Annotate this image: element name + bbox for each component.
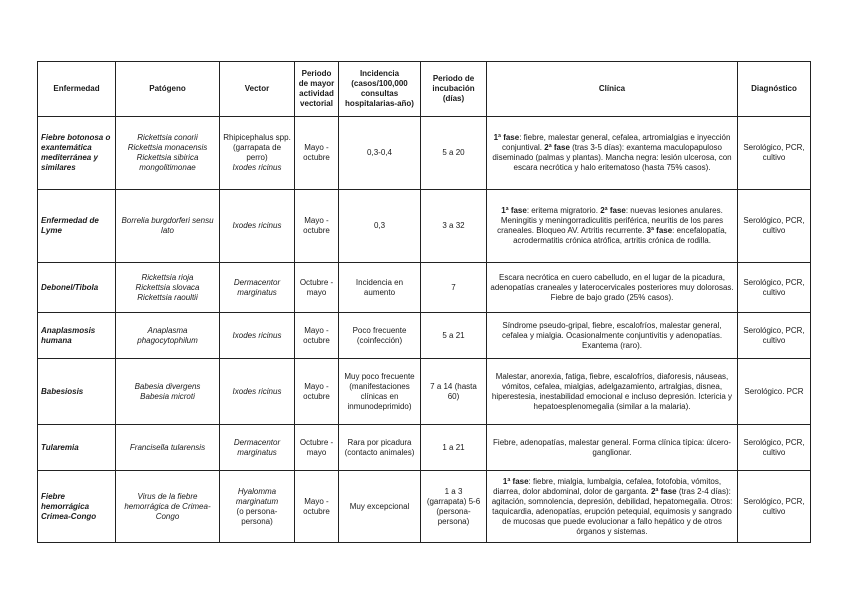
table-row bbox=[38, 117, 811, 190]
period-cell: Mayo - octubre bbox=[295, 190, 339, 263]
incidence-cell: Incidencia en aumento bbox=[339, 263, 421, 313]
table-row bbox=[38, 313, 811, 359]
clinic-cell: 1ª fase: fiebre, mialgia, lumbalgia, cefalea, fotofobia, vómitos, diarrea, dolor abdominal, dolor de garganta. 2ª fase (tras 2-4 días): agitación, somnolencia, depresión, debilidad, hepatomegalia. Otros: taquicardia, adenopatías, erupción petequial, equimosis y sangrado de mucosas que puede evolucionar a fallo hepático y de otros órganos y sistemas. bbox=[487, 471, 738, 543]
incubation-cell: 1 a 3 (garrapata) 5-6 (persona-persona) bbox=[421, 471, 487, 543]
vector-cell: Dermacentor marginatus bbox=[220, 425, 295, 471]
incubation-cell: 5 a 21 bbox=[421, 313, 487, 359]
header-pathogen: Patógeno bbox=[116, 62, 220, 117]
header-disease: Enfermedad bbox=[38, 62, 116, 117]
disease-cell: Debonel/Tibola bbox=[38, 263, 116, 313]
incidence-cell: Rara por picadura (contacto animales) bbox=[339, 425, 421, 471]
header-diagnosis: Diagnóstico bbox=[738, 62, 811, 117]
diagnosis-cell: Serológico, PCR, cultivo bbox=[738, 263, 811, 313]
pathogen-cell: Babesia divergens Babesia microti bbox=[116, 359, 220, 425]
header-clinic: Clínica bbox=[487, 62, 738, 117]
incubation-cell: 3 a 32 bbox=[421, 190, 487, 263]
incubation-cell: 1 a 21 bbox=[421, 425, 487, 471]
pathogen-cell: Borrelia burgdorferi sensu lato bbox=[116, 190, 220, 263]
period-cell: Octubre - mayo bbox=[295, 425, 339, 471]
pathogen-cell: Rickettsia rioja Rickettsia slovaca Rickettsia raoultii bbox=[116, 263, 220, 313]
clinic-cell: Escara necrótica en cuero cabelludo, en el lugar de la picadura, adenopatías craneales y laterocervicales posteriores muy dolorosas. Fiebre de bajo grado (25% casos). bbox=[487, 263, 738, 313]
clinic-cell: Síndrome pseudo-gripal, fiebre, escalofríos, malestar general, cefalea y mialgia. Ocasionalmente conjuntivitis y adenopatías. Exantema (raro). bbox=[487, 313, 738, 359]
disease-cell: Anaplasmosis humana bbox=[38, 313, 116, 359]
diagnosis-cell: Serológico, PCR, cultivo bbox=[738, 425, 811, 471]
period-cell: Mayo - octubre bbox=[295, 117, 339, 190]
header-vector: Vector bbox=[220, 62, 295, 117]
incubation-cell: 7 a 14 (hasta 60) bbox=[421, 359, 487, 425]
disease-cell: Fiebre botonosa o exantemática mediterránea y similares bbox=[38, 117, 116, 190]
header-incidence: Incidencia (casos/100,000 consultas hospitalarias-año) bbox=[339, 62, 421, 117]
vector-cell: Rhipicephalus spp. (garrapata de perro) Ixodes ricinus bbox=[220, 117, 295, 190]
vector-cell: Dermacentor marginatus bbox=[220, 263, 295, 313]
vector-cell: Ixodes ricinus bbox=[220, 359, 295, 425]
header-incubation: Periodo de incubación (días) bbox=[421, 62, 487, 117]
diagnosis-cell: Serológico. PCR bbox=[738, 359, 811, 425]
vector-cell: Ixodes ricinus bbox=[220, 190, 295, 263]
diagnosis-cell: Serológico, PCR, cultivo bbox=[738, 471, 811, 543]
clinic-cell: 1ª fase: fiebre, malestar general, cefalea, artromialgias e inyección conjuntival. 2ª fase (tras 3-5 días): exantema maculopapuloso diseminado (palmas y plantas). Mancha negra: lesión ulcerosa, con escara necrótica y halo eritematoso (hasta 75% casos). bbox=[487, 117, 738, 190]
table-row bbox=[38, 359, 811, 425]
diagnosis-cell: Serológico, PCR, cultivo bbox=[738, 117, 811, 190]
disease-cell: Fiebre hemorrágica Crimea-Congo bbox=[38, 471, 116, 543]
period-cell: Mayo - octubre bbox=[295, 471, 339, 543]
pathogen-cell: Anaplasma phagocytophilum bbox=[116, 313, 220, 359]
disease-cell: Enfermedad de Lyme bbox=[38, 190, 116, 263]
table-row bbox=[38, 263, 811, 313]
pathogen-cell: Virus de la fiebre hemorrágica de Crimea-Congo bbox=[116, 471, 220, 543]
diagnosis-cell: Serológico, PCR, cultivo bbox=[738, 313, 811, 359]
vector-cell: Ixodes ricinus bbox=[220, 313, 295, 359]
incidence-cell: 0,3-0,4 bbox=[339, 117, 421, 190]
header-row bbox=[38, 62, 811, 117]
period-cell: Octubre - mayo bbox=[295, 263, 339, 313]
incidence-cell: Muy excepcional bbox=[339, 471, 421, 543]
header-period: Periodo de mayor actividad vectorial bbox=[295, 62, 339, 117]
incubation-cell: 7 bbox=[421, 263, 487, 313]
clinic-cell: Fiebre, adenopatías, malestar general. Forma clínica típica: úlcero-ganglionar. bbox=[487, 425, 738, 471]
pathogen-cell: Francisella tularensis bbox=[116, 425, 220, 471]
table-row bbox=[38, 425, 811, 471]
incidence-cell: Muy poco frecuente (manifestaciones clínicas en inmunodeprimido) bbox=[339, 359, 421, 425]
disease-cell: Babesiosis bbox=[38, 359, 116, 425]
table-row bbox=[38, 190, 811, 263]
incidence-cell: 0,3 bbox=[339, 190, 421, 263]
incidence-cell: Poco frecuente (coinfección) bbox=[339, 313, 421, 359]
clinic-cell: 1ª fase: eritema migratorio. 2ª fase: nuevas lesiones anulares. Meningitis y meningorradiculitis periférica, neuritis de los pares craneales. Bloqueo AV. Artritis recurrente. 3ª fase: encefalopatía, acrodermatitis crónica atrófica, artritis crónica de rodilla. bbox=[487, 190, 738, 263]
pathogen-cell: Rickettsia conorii Rickettsia monacensis Rickettsia sibirica mongolitimonae bbox=[116, 117, 220, 190]
period-cell: Mayo - octubre bbox=[295, 359, 339, 425]
vector-cell: Hyalomma marginatum (o persona-persona) bbox=[220, 471, 295, 543]
period-cell: Mayo - octubre bbox=[295, 313, 339, 359]
tick-diseases-table bbox=[37, 61, 811, 543]
clinic-cell: Malestar, anorexia, fatiga, fiebre, escalofríos, diaforesis, náuseas, vómitos, cefalea, mialgias, adelgazamiento, artralgias, disnea, hiperestesia, inestabilidad emocional e incluso depresión. Ictericia y hepatoesplenomegalia (similar a la malaria). bbox=[487, 359, 738, 425]
table-row bbox=[38, 471, 811, 543]
incubation-cell: 5 a 20 bbox=[421, 117, 487, 190]
disease-cell: Tularemia bbox=[38, 425, 116, 471]
diagnosis-cell: Serológico, PCR, cultivo bbox=[738, 190, 811, 263]
